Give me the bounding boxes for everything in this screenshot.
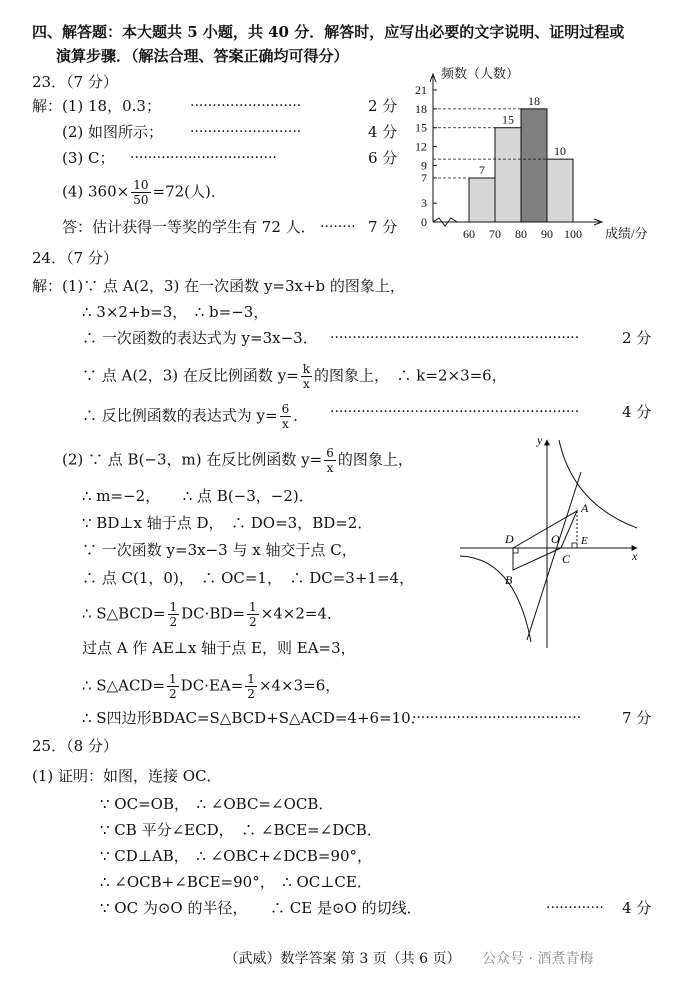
point-d-label: D (505, 532, 514, 546)
q25-line6-score: 4 分 (622, 899, 652, 917)
page-footer: （武威）数学答案 第 3 页（共 6 页） (224, 951, 461, 967)
point-a-label: A (581, 501, 589, 515)
q23-line3: (3) C； (62, 149, 115, 167)
q24-p2-line9-score: 7 分 (622, 709, 652, 727)
chart-y-tick-label: 18 (415, 101, 427, 116)
q24-p2-line2: ∴ m=−2， ∴ 点 B(−3，−2)． (82, 487, 314, 505)
chart-y-tick-label: 0 (421, 215, 427, 229)
point-c-label: C (562, 552, 571, 566)
chart-x-tick-label: 80 (515, 227, 527, 241)
q25-line6: ∵ OC 为⊙O 的半径， ∴ CE 是⊙O 的切线． (100, 899, 422, 917)
section-heading-line2: 演算步骤．（解法合理、答案正确均可得分） (56, 47, 349, 65)
q25-line6-dots: ············· (546, 900, 604, 916)
fraction: $\frac{10}{50}$ (133, 178, 149, 207)
q24-line5: ∴ 反比例函数的表达式为 y= $\frac{6}{x}$ ． (82, 402, 309, 431)
fraction: $\frac{1}{2}$ (247, 672, 255, 701)
q24-header: 24．（7 分） (32, 249, 118, 267)
point-o-label: O (551, 532, 560, 546)
q23-line1: 解：(1) 18，0.3； (32, 97, 161, 115)
frequency-histogram (405, 62, 675, 247)
q24-line1: 解：(1)∵ 点 A(2，3) 在一次函数 y=3x+b 的图象上， (32, 277, 405, 295)
q24-line3: ∴ 一次函数的表达式为 y=3x−3． (82, 329, 318, 347)
chart-ylabel: 频数（人数） (441, 66, 520, 81)
chart-x-tick-label: 100 (564, 227, 582, 241)
chart-data-label: 15 (502, 112, 514, 127)
chart-y-tick-label: 7 (421, 171, 427, 185)
q23-line5: 答：估计获得一等奖的学生有 72 人． (62, 218, 316, 236)
q25-line4: ∵ CD⊥AB， ∴ ∠OBC+∠DCB=90°， (100, 847, 373, 865)
q25-header: 25．（8 分） (32, 737, 118, 755)
chart-y-tick-label: 21 (415, 83, 427, 97)
point-b-label: B (505, 573, 513, 587)
q23-line1-score: 2 分 (368, 97, 398, 115)
hyperbola-branch-2 (460, 556, 531, 642)
function-graph-figure (455, 432, 650, 650)
q24-line5-score: 4 分 (622, 403, 652, 421)
q23-line2-dots: ························· (190, 124, 302, 140)
q24-line3-score: 2 分 (622, 329, 652, 347)
chart-x-tick-label: 60 (463, 227, 475, 241)
q24-line4: ∵ 点 A(2，3) 在反比例函数 y= $\frac{k}{x}$ 的图象上， ∴ k=2×3=6， (82, 362, 507, 391)
q23-line5-dots: ········ (320, 219, 356, 235)
chart-data-label: 10 (554, 144, 566, 159)
q24-p2-line9: ∴ S四边形BDAC=S△BCD+S△ACD=4+6=10． (82, 709, 426, 727)
x-axis-label: x (632, 549, 638, 563)
chart-bar (495, 128, 521, 222)
q24-p2-line1: (2) ∵ 点 B(−3，m) 在反比例函数 y= $\frac{6}{x}$ 的图象上， (62, 446, 413, 475)
q24-p2-line4: ∵ 一次函数 y=3x−3 与 x 轴交于点 C， (82, 541, 357, 559)
chart-data-label: 7 (479, 163, 485, 177)
watermark: 公众号 · 酒煮青梅 (482, 951, 594, 967)
chart-x-tick-label: 90 (541, 227, 553, 241)
point-e-label: E (581, 535, 588, 547)
chart-y-tick-label: 12 (415, 139, 427, 154)
chart-bar (521, 109, 547, 222)
q23-line2: (2) 如图所示； (62, 123, 164, 141)
q24-p2-line3: ∵ BD⊥x 轴于点 D， ∴ DO=3，BD=2． (82, 514, 373, 532)
q23-line2-score: 4 分 (368, 123, 398, 141)
q23-header: 23．（7 分） (32, 73, 118, 91)
q23-line5-score: 7 分 (368, 218, 398, 236)
q25-line5: ∴ ∠OCB+∠BCE=90°， ∴ OC⊥CE． (100, 873, 372, 891)
y-axis-label: y (537, 433, 543, 447)
q25-line3: ∵ CB 平分∠ECD， ∴ ∠BCE=∠DCB． (100, 821, 382, 839)
right-angle-d (513, 548, 518, 553)
fraction: $\frac{1}{2}$ (249, 600, 257, 629)
right-angle-e (572, 543, 577, 548)
line-y-3x-3 (527, 472, 581, 640)
chart-x-tick-label: 70 (489, 227, 501, 241)
chart-bar (469, 178, 495, 222)
chart-y-tick-label: 3 (421, 196, 427, 211)
fraction: $\frac{1}{2}$ (169, 672, 177, 701)
chart-bar (547, 159, 573, 222)
q24-p2-line9-dots: ······································ (412, 710, 582, 726)
fraction: $\frac{k}{x}$ (302, 362, 311, 391)
q24-p2-line5: ∴ 点 C(1，0)， ∴ OC=1， ∴ DC=3+1=4， (82, 569, 415, 587)
chart-xlabel: 成绩/分 (605, 226, 648, 241)
q24-line5-dots: ························································ (330, 404, 580, 420)
q24-line2: ∴ 3×2+b=3， ∴ b=−3， (82, 303, 269, 321)
q24-p2-line8: ∴ S△ACD= $\frac{1}{2}$ DC·EA= $\frac{1}{2}$ ×4×3=6， (82, 672, 341, 701)
q23-line3-dots: ································· (130, 150, 277, 166)
q24-p2-line6: ∴ S△BCD= $\frac{1}{2}$ DC·BD= $\frac{1}{2}$ ×4×2=4． (82, 600, 343, 629)
fraction: $\frac{6}{x}$ (281, 402, 290, 431)
section-heading-line1: 四、解答题：本大题共 5 小题，共 40 分．解答时，应写出必要的文字说明、证明过程或 (32, 23, 625, 41)
q24-line3-dots: ························································ (330, 330, 580, 346)
q23-line3-score: 6 分 (368, 149, 398, 167)
fraction: $\frac{6}{x}$ (326, 446, 334, 475)
chart-y-tick-label: 9 (421, 158, 427, 173)
chart-data-label: 18 (528, 93, 540, 108)
q25-line1: (1) 证明：如图，连接 OC． (32, 767, 222, 785)
q25-line2: ∵ OC=OB， ∴ ∠OBC=∠OCB． (100, 795, 334, 813)
q23-line4: (4) 360× $\frac{10}{50}$ =72(人)． (62, 178, 226, 207)
q23-line1-dots: ························· (190, 98, 302, 114)
fraction: $\frac{1}{2}$ (169, 600, 178, 629)
chart-y-tick-label: 15 (415, 120, 427, 135)
q24-p2-line7: 过点 A 作 AE⊥x 轴于点 E，则 EA=3， (82, 639, 356, 657)
